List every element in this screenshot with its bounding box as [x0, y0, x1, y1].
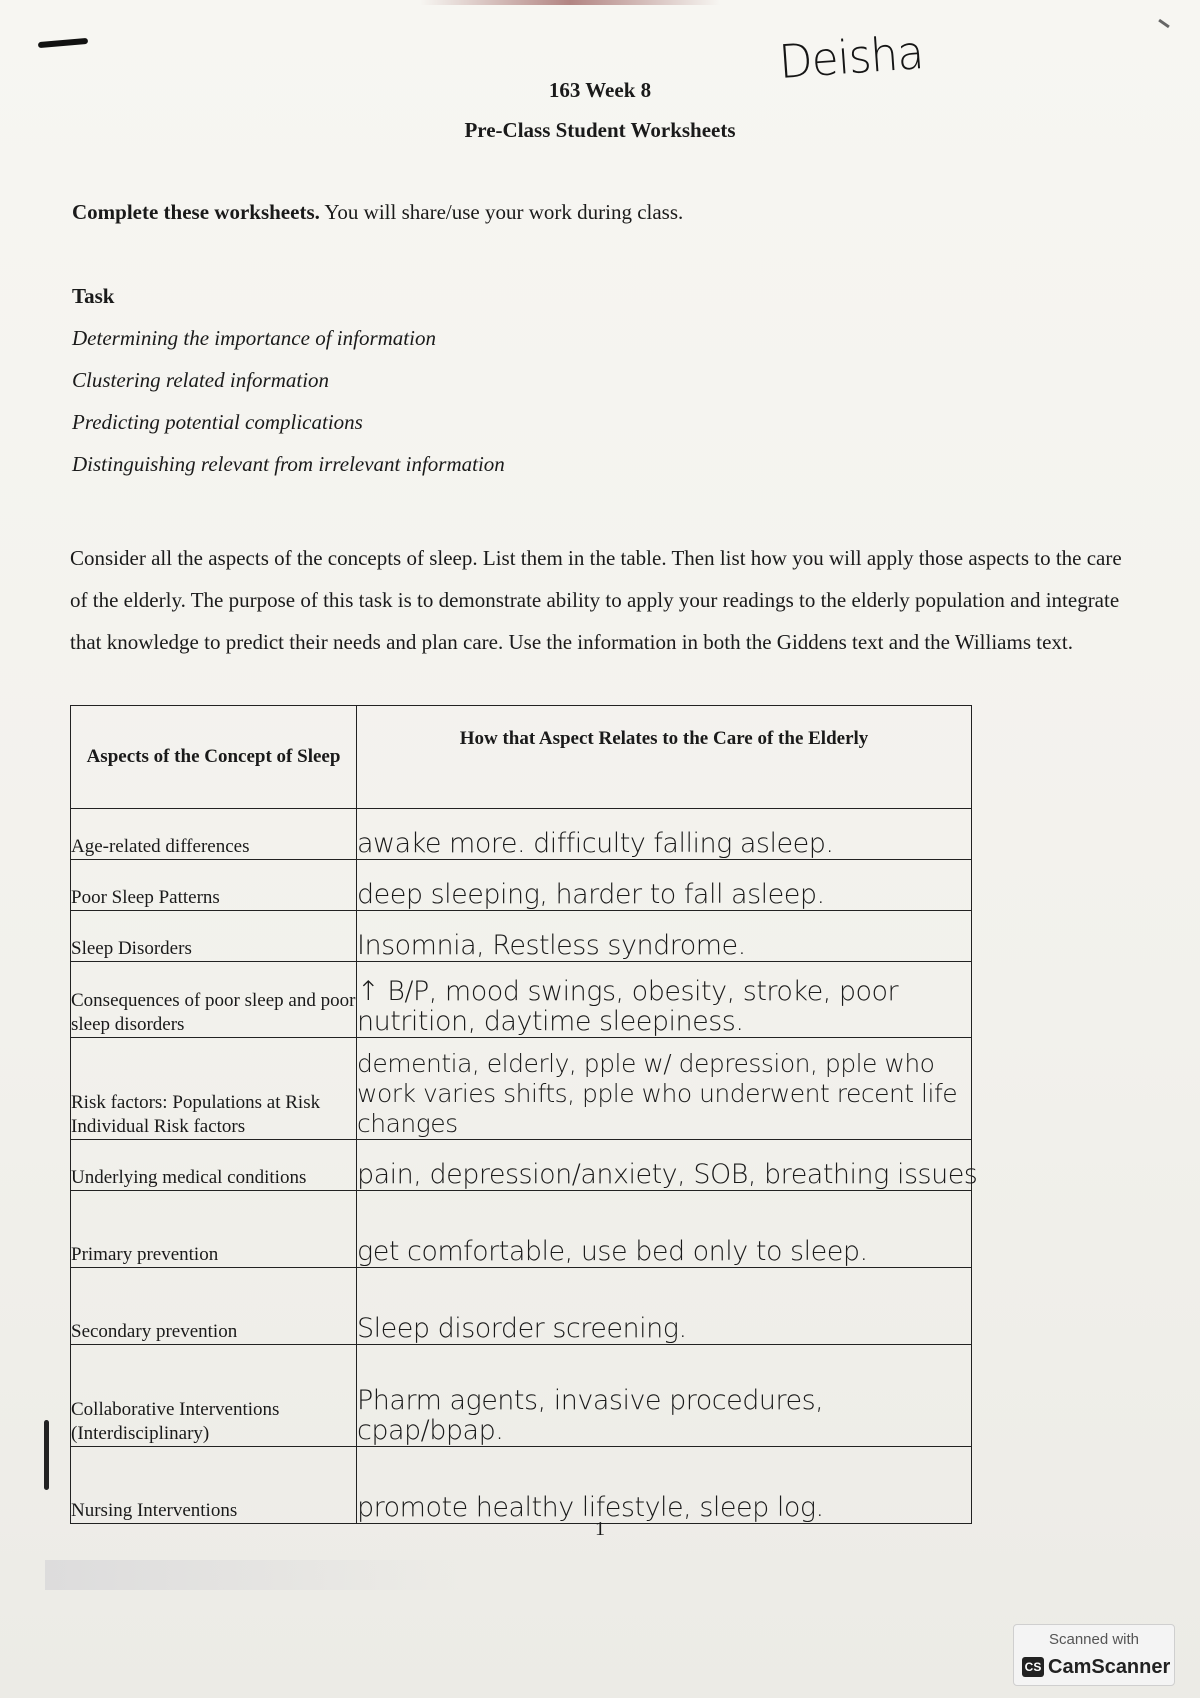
aspect-cell: Collaborative Interventions (Interdisciplinary)	[71, 1345, 357, 1447]
table-row	[71, 911, 972, 962]
aspect-cell: Poor Sleep Patterns	[71, 860, 357, 911]
scan-edge-shadow	[420, 0, 720, 5]
handwritten-answer	[357, 962, 972, 1038]
handwritten-signature: Deisha	[777, 25, 925, 89]
table-row	[71, 809, 972, 860]
answer-text: dementia, elderly, pple w/ depression, pple who work varies shifts, pple who underwent recent life changes	[357, 1049, 958, 1138]
handwritten-answer: pain, depression/anxiety, SOB, breathing issues	[357, 1140, 972, 1191]
instructions-paragraph: Consider all the aspects of the concepts of sleep. List them in the table. Then list how you will apply those aspects to the care of the elderly. The purpose of this task is to demonstrate ability to apply your readings to the elderly population and integrate that knowledge to predict their needs and plan care. Use the information in both the Giddens text and the Williams text.	[70, 546, 1122, 654]
aspect-cell	[71, 1038, 357, 1140]
task-heading: Task	[72, 284, 115, 308]
camscanner-name: CamScanner	[1048, 1656, 1171, 1678]
aspect-cell: Age-related differences	[71, 809, 357, 860]
camscanner-logo-icon: CS	[1022, 1657, 1044, 1677]
camscanner-badge	[1013, 1624, 1175, 1686]
pen-stroke	[44, 1420, 49, 1490]
table-header-row	[71, 706, 972, 809]
instruction-bold: Complete these worksheets.	[72, 200, 320, 224]
page-number: 1	[595, 1518, 605, 1540]
handwritten-answer	[357, 1038, 972, 1140]
instruction-rest: You will share/use your work during class.	[319, 200, 684, 224]
table-row	[71, 962, 972, 1038]
aspect-cell: Consequences of poor sleep and poor sleep disorders	[71, 962, 357, 1038]
instruction-text	[72, 200, 683, 225]
task-item: Predicting potential complications	[72, 410, 363, 434]
page-subtitle: Pre-Class Student Worksheets	[464, 118, 736, 142]
column-header-aspects: Aspects of the Concept of Sleep	[71, 706, 357, 809]
task-item: Clustering related information	[72, 368, 330, 392]
handwritten-answer: Sleep disorder screening.	[357, 1268, 972, 1345]
aspect-cell: Sleep Disorders	[71, 911, 357, 962]
table-row	[71, 1140, 972, 1191]
aspect-cell: Primary prevention	[71, 1191, 357, 1268]
scan-smudge	[45, 1560, 465, 1590]
task-item: Distinguishing relevant from irrelevant information	[72, 452, 505, 476]
handwritten-answer: deep sleeping, harder to fall asleep.	[357, 860, 972, 911]
page-title: 163 Week 8	[548, 78, 652, 102]
handwritten-answer: get comfortable, use bed only to sleep.	[357, 1191, 972, 1268]
table-row	[71, 1345, 972, 1447]
pen-mark	[38, 38, 88, 48]
aspect-cell: Secondary prevention	[71, 1268, 357, 1345]
sleep-concept-table	[70, 705, 978, 1524]
table-row	[71, 1268, 972, 1345]
answer-text: ↑ B/P, mood swings, obesity, stroke, poor nutrition, daytime sleepiness.	[357, 976, 899, 1037]
table-row	[71, 860, 972, 911]
task-item: Determining the importance of information	[72, 326, 436, 350]
handwritten-answer: Insomnia, Restless syndrome.	[357, 911, 972, 962]
corner-mark	[1158, 19, 1170, 28]
aspect-cell: Nursing Interventions	[71, 1447, 357, 1524]
table-row	[71, 1191, 972, 1268]
scanned-with-label: Scanned with	[1048, 1631, 1140, 1648]
handwritten-answer	[357, 1345, 972, 1447]
answer-text: Pharm agents, invasive procedures, cpap/bpap.	[357, 1385, 824, 1446]
aspect-cell: Underlying medical conditions	[71, 1140, 357, 1191]
aspect-text: Risk factors: Populations at Risk Individual Risk factors	[71, 1092, 321, 1137]
handwritten-answer: promote healthy lifestyle, sleep log.	[357, 1447, 972, 1524]
column-header-care: How that Aspect Relates to the Care of the Elderly	[357, 706, 972, 809]
table-row	[71, 1038, 972, 1140]
table-row	[71, 1447, 972, 1524]
handwritten-answer: awake more. difficulty falling asleep.	[357, 809, 972, 860]
